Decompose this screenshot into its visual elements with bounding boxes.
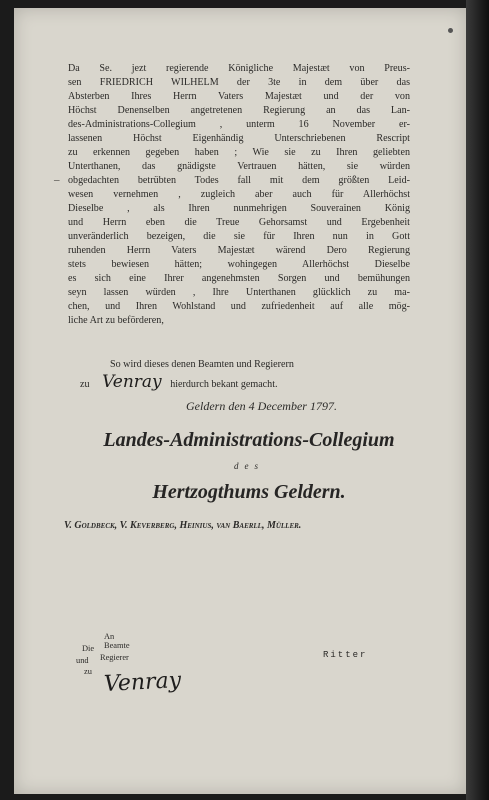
zu-line [80,372,278,392]
body-line: Dieselbe , als Ihren nunmehrigen Souverainen König [68,203,410,214]
body-line: lassenen Höchst Eigenhändig Unterschriebenen Rescript [68,133,410,144]
signatories: V. Goldbeck, V. Keverberg, Heinius, van Baerll, Müller. [64,520,302,531]
body-line: Absterben Ihres Herrn Vaters Majestæt und der von [68,91,410,102]
address-an: An [104,632,115,641]
zu-prefix: zu [80,379,90,390]
address-regierer: Regierer [100,653,129,662]
body-line: es sich eine Ihrer angenehmsten Sorgen und bemühungen [68,273,410,284]
body-line: stets bewiesen hätten; wohingegen Allerhöchst Dieselbe [68,259,410,270]
proclamation-body [68,62,410,328]
address-die: Die [82,644,95,653]
address-zu: zu [84,667,92,676]
zu-suffix: hierdurch bekant gemacht. [170,379,278,390]
so-line-text: So wird dieses denen Beamten und Regierern [110,359,294,370]
dateline: Geldern den 4 December 1797. [186,399,337,413]
body-line: obgedachten betrübten Todes fall mit dem größten Leid- [68,175,410,186]
body-line: sen FRIEDRICH WILHELM der 3te in dem über das [68,77,410,88]
scan-edge [466,0,489,800]
body-line: Unterthanen, das gnädigste Vertrauen hätten, sie würden [68,161,410,172]
heading-duchy: Hertzogthums Geldern. [152,481,346,503]
body-line: und Herrn eben die Treue Gehorsamst und Ergebenheit [68,217,410,228]
body-line: chen, und Ihren Wohlstand und zufriedenheit auf alle mög- [68,301,410,312]
body-line: Höchst Denenselben angetretenen Regierung an das Lan- [68,105,410,116]
heading-collegium: Landes-Administrations-Collegium [103,429,395,451]
ritter-label: Ritter [323,650,368,660]
address-und: und [76,656,89,665]
body-line: des-Administrations-Collegium , unterm 16 November er- [68,119,410,130]
place-signature: Venray [102,372,162,392]
body-line: ruhenden Herrn Vaters Majestæt wärend Dero Regierung [68,245,410,256]
body-line: seyn lassen würden , Ihre Unterthanen glücklich zu ma- [68,287,410,298]
body-line: unveränderlich bezeigen, die sie für Ihren nun in Gott [68,231,410,242]
handwritten-signature: Venray [103,667,182,698]
heading-des: des [234,461,264,471]
paper-stain [448,28,453,33]
margin-mark: – [54,174,60,186]
body-line: wesen vernehmen , zugleich aber auch für Allerhöchst [68,189,410,200]
body-line: Da Se. jezt regierende Königliche Majestæt von Preus- [68,63,410,74]
body-line: liche Art zu beförderen, [68,315,164,326]
address-beamte: Beamte [104,641,130,650]
body-line: zu erkennen gegeben haben ; Wie sie zu Ihren geliebten [68,147,410,158]
